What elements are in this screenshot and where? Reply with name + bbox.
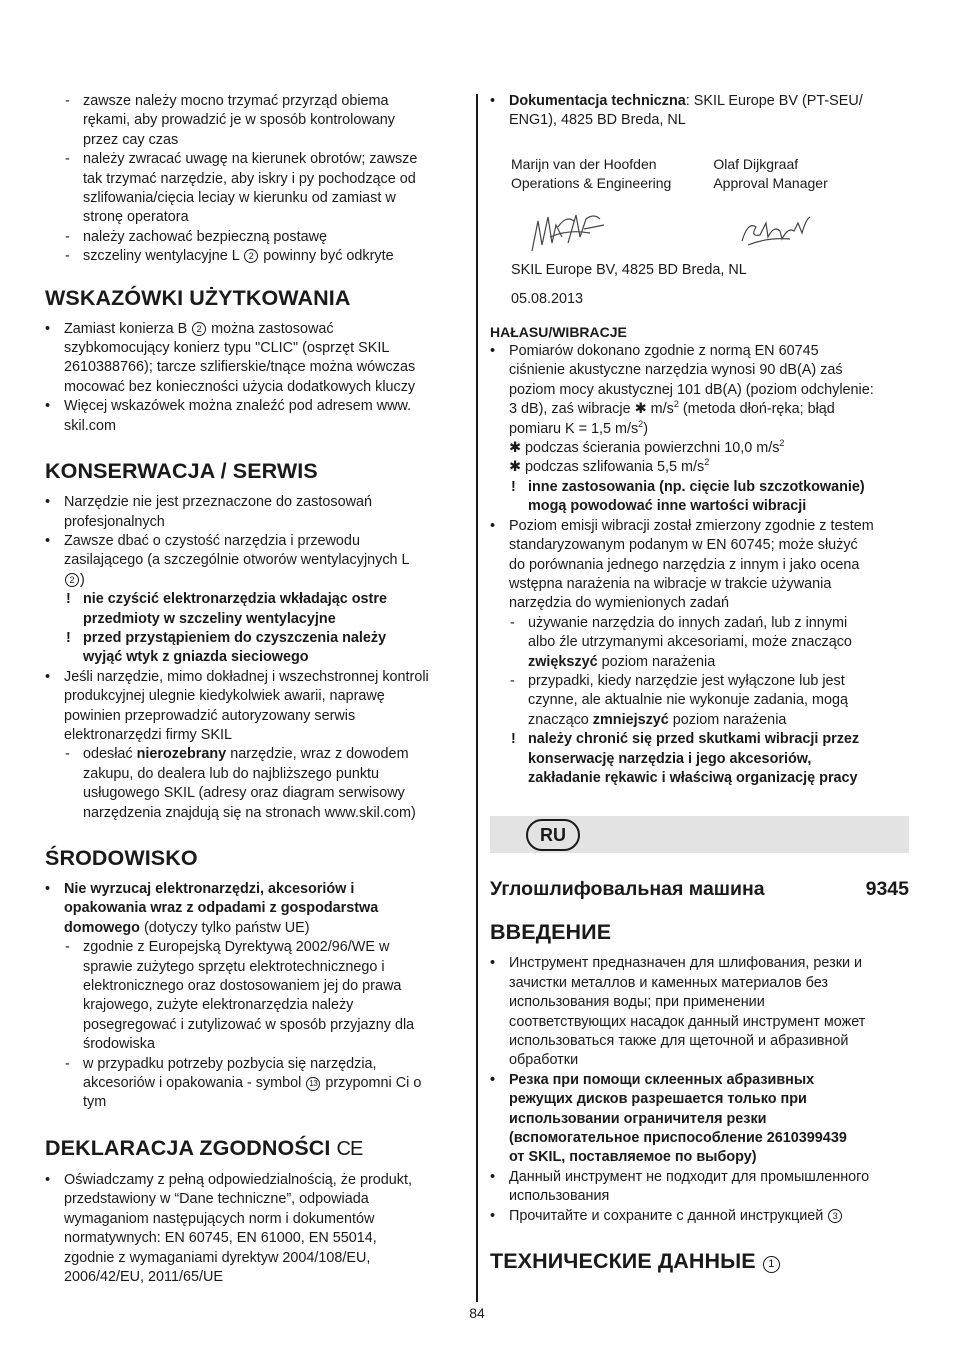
section-heading-environment: ŚRODOWISKO	[45, 846, 198, 870]
list-item: • Прочитайте и сохраните с данной инструкцией 3	[490, 1207, 909, 1226]
section-heading-usage: WSKAZÓWKI UŻYTKOWANIA	[45, 285, 351, 310]
right-column	[490, 92, 909, 1283]
page-number: 84	[469, 1305, 485, 1321]
figure-ref-circle: 2	[65, 573, 79, 587]
list-item: • Jeśli narzędzie, mimo dokładnej i wszechstronnej kontroli produkcyjnej ulegnie kiedykolwiek awarii, naprawę powinien przeprowadzić autoryzowany serwis elektronarzędzi firmy SKIL	[45, 668, 469, 746]
figure-ref-circle: 3	[828, 1209, 842, 1223]
product-model: 9345	[865, 878, 909, 901]
list-item: - zawsze należy mocno trzymać przyrząd obiema rękami, aby prowadzić je w sposób kontrolowany przez cay czas	[45, 92, 469, 150]
figure-ref-circle: 2	[244, 249, 258, 263]
warning-item: ! inne zastosowania (np. cięcie lub szczotkowanie) mogą powodować inne wartości wibracji	[490, 478, 909, 517]
language-badge: RU	[526, 819, 580, 851]
signatory-2: Olaf Dijkgraaf Approval Manager	[713, 155, 828, 191]
product-name: Углошлифовальная машина	[490, 878, 765, 901]
language-band	[490, 816, 909, 853]
signatory-1: Marijn van der Hoofden Operations & Engineering	[511, 155, 672, 191]
product-title	[490, 877, 909, 901]
list-item: • Zamiast konierza B 2 można zastosować szybkomocujący konierz typu "CLIC" (osprzęt SKIL 2610388766); tarcze szlifierskie/tnące można wówczas mocować bez konieczności użycia dodatkowych kluczy	[45, 320, 469, 398]
list-item: - w przypadku potrzeby pozbycia się narzędzia, akcesoriów i opakowania - symbol 13 przypomni Ci o tym	[45, 1055, 469, 1113]
left-column	[45, 92, 469, 1287]
list-item: • Dokumentacja techniczna: SKIL Europe BV (PT-SEU/ ENG1), 4825 BD Breda, NL	[490, 92, 909, 131]
list-item: - używanie narzędzia do innych zadań, lub z innymi albo źle utrzymanymi akcesoriami, może znaczącо zwiększyć poziom narażenia	[490, 614, 909, 672]
signatories	[490, 155, 909, 193]
list-item: • Oświadczamy z pełną odpowiedzialnością, że produkt, przedstawiony w “Dane techniczne”, odpowiada wymaganiom następujących norm i dokumentów normatywnych: EN 60745, EN 61000, EN 55014, zgodnie z wymaganiami dyrektyw 2004/108/EU, 2006/42/EU, 2011/65/UE	[45, 1171, 469, 1287]
list-item: • Zawsze dbać o czystość narzędzia i przewodu zasilającego (a szczególnie otworów wentylacyjnych L 2 )	[45, 532, 469, 590]
list-item: - zgodnie z Europejską Dyrektywą 2002/96/WE w sprawie zużytego sprzętu elektrotechnicznego i elektronicznego oraz dostosowaniem jej do prawa krajowego, zużyte elektronarzędzia należy posegregować i zutylizować w sposób przyjazny dla środowiska	[45, 938, 469, 1054]
list-item: - odesłać nierozebrany narzędzie, wraz z dowodem zakupu, do dealera lub do najbliższego punktu usługowego SKIL (adresy oraz diagram serwisowy narzędzenia znajdują się na stronach www.skil.com)	[45, 745, 469, 823]
list-item: - należy zwracać uwagę na kierunek obrotów; zawsze tak trzymać narzędzie, aby iskry i py pochodzące od szlifowania/cięcia leciay w kierunku od zamiast w stronę operatora	[45, 150, 469, 228]
figure-ref-circle: 1	[763, 1256, 780, 1273]
list-item: • Резка при помощи склеенных абразивных режущих дисков разрешается только при использовании ограничителя резки (вспомогательное приспособление 2610399439 от SKIL, поставляемое по выбору)	[490, 1071, 909, 1168]
list-item: • Więcej wskazówek można znaleźć pod adresem www. skil.com	[45, 397, 469, 436]
list-item: • Pomiarów dokonano zgodnie z normą EN 60745 ciśnienie akustyczne narzędzia wynosi 90 dB(A) zaś poziom mocy akustycznej 101 dB(A) (poziom odchylenie: 3 dB), zaś wibracje ✱ $m/s^2$ (metoda dłoń-ręka; błąd pomiaru K = 1,5 $m/s^2$) ✱ podczas ścierania powierzchni 10,0 $m/s^2$ ✱ podczas szlifowania 5,5 $m/s^2$	[490, 342, 909, 478]
section-heading-technical-data: ТЕХНИЧЕСКИЕ ДАННЫЕ 1	[490, 1248, 909, 1274]
signature-1	[528, 207, 610, 257]
intro-dash-list	[45, 92, 469, 267]
warning-item: ! nie czyścić elektronarzędzia wkładając ostre przedmioty w szczeliny wentylacyjne	[45, 590, 469, 629]
signature-area	[490, 193, 909, 263]
list-item: • Данный инструмент не подходит для промышленного использования	[490, 1168, 909, 1207]
ce-mark: CE	[336, 1137, 363, 1160]
list-item: • Narzędzie nie jest przeznaczone do zastosowań profesjonalnych	[45, 493, 469, 532]
list-item: - należy zachować bezpieczną postawę	[45, 228, 469, 247]
list-item: - przypadki, kiedy narzędzie jest wyłączone lub jest czynne, ale aktualnie nie wykonuje zadania, mogą znacząco zmniejszyć poziom narażenia	[490, 672, 909, 730]
warning-item: ! przed przystąpieniem do czyszczenia należy wyjąć wtyk z gniazda sieciowego	[45, 629, 469, 668]
column-divider	[476, 94, 478, 1302]
warning-item: ! należy chronić się przed skutkami wibracji przez konserwację narzędzia i jego akcesoriów, zakładanie rękawic i właściwą organizację pracy	[490, 730, 909, 788]
section-heading-maintenance: KONSERWACJA / SERWIS	[45, 459, 318, 484]
figure-ref-circle: 13	[306, 1077, 320, 1091]
section-heading-declaration: DEKLARACJA ZGODNOŚCI CE	[45, 1135, 363, 1160]
section-heading-noise: HAŁASU/WIBRACJE	[490, 323, 627, 340]
section-heading-introduction: ВВЕДЕНИЕ	[490, 920, 612, 945]
figure-ref-circle: 2	[192, 322, 206, 336]
company-address: SKIL Europe BV, 4825 BD Breda, NL	[511, 261, 747, 278]
list-item: - szczeliny wentylacyjne L 2 powinny być odkryte	[45, 247, 469, 266]
list-item: • Poziom emisji wibracji został zmierzony zgodnie z testem standaryzowanym podanym w EN 60745; może służyć do porównania jednego narzędzia z innym i jako ocena wstępna narażenia na wibracje w trakcie używania narzędzia do wymienionych zadań	[490, 517, 909, 614]
list-item: • Nie wyrzucaj elektronarzędzi, akcesoriów i opakowania wraz z odpadami z gospodarstwa domowego (dotyczy tylko państw UE)	[45, 880, 469, 938]
list-item: • Инструмент предназначен для шлифования, резки и зачистки металлов и каменных материалов без использования воды; при применении соответствующих насадок данный инструмент может использоваться также для щеточной и абразивной обработки	[490, 954, 909, 1070]
declaration-date: 05.08.2013	[511, 291, 584, 308]
signature-2	[738, 211, 814, 251]
